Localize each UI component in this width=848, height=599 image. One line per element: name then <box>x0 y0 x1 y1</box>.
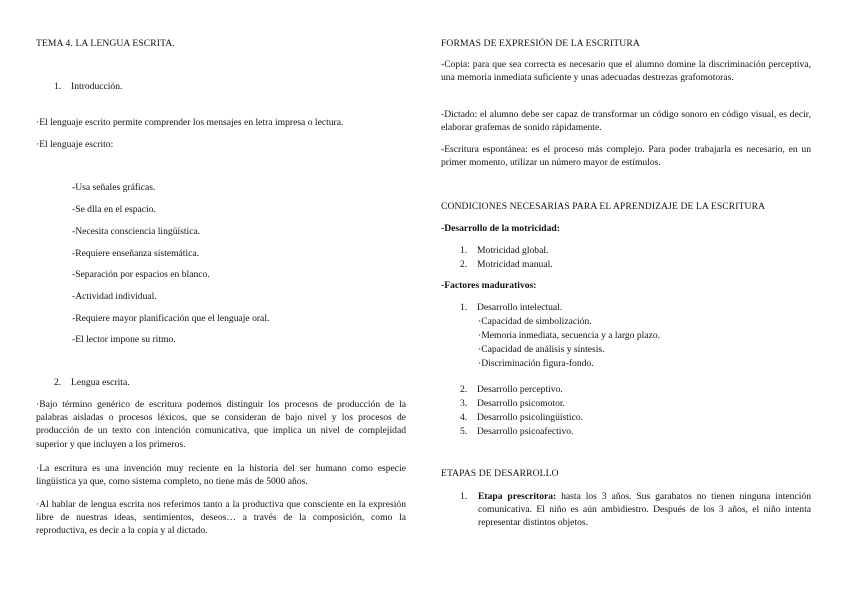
feature-item: -Necesita consciencia lingüística. <box>72 226 201 237</box>
list-number: 3. <box>460 398 468 409</box>
sub-list-item: ·Capacidad de análisis y síntesis. <box>478 344 605 355</box>
list-label: Desarrollo perceptivo. <box>477 384 563 395</box>
list-number: 5. <box>460 426 468 437</box>
intro-paragraph-2: ·El lenguaje escrito: <box>36 139 114 150</box>
section-label: Lengua escrita. <box>71 377 130 388</box>
section-lengua-heading <box>54 376 130 389</box>
list-item <box>460 397 565 410</box>
list-label: Motricidad manual. <box>477 259 553 270</box>
list-label: Desarrollo psicomotor. <box>477 398 565 409</box>
etapas-heading: ETAPAS DE DESARROLLO <box>441 468 559 479</box>
list-label: Desarrollo psicoafectivo. <box>477 426 574 437</box>
section-intro-heading <box>54 80 122 93</box>
feature-item: -El lector impone su ritmo. <box>72 334 176 345</box>
formas-paragraph: -Dictado: el alumno debe ser capaz de transformar un código sonoro en código visual, es decir, elaborar grafemas de sonido rápidamente. <box>441 109 811 134</box>
list-number: 4. <box>460 412 468 423</box>
etapa-item <box>478 490 811 530</box>
feature-item: -Se dlla en el espacio. <box>72 204 156 215</box>
list-item <box>460 383 563 396</box>
body-paragraph: ·La escritura es una invención muy reciente en la historia del ser humano como especie lingüística ya que, como sistema completo, no tiene más de 5000 años. <box>36 463 406 488</box>
page-title: TEMA 4. LA LENGUA ESCRITA. <box>36 38 175 49</box>
list-number: 2. <box>460 384 468 395</box>
formas-paragraph: -Copia: para que sea correcta es necesario que el alumno domine la discriminación perceptiva, una memoria inmediata suficiente y unas adecuadas destrezas grafomotoras. <box>441 59 811 84</box>
list-number: 1. <box>460 245 468 256</box>
feature-item: -Separación por espacios en blanco. <box>72 269 210 280</box>
body-paragraph: ·Bajo término genérico de escritura podemos distinguir los procesos de producción de la palabras aisladas o procesos léxicos, que se consideran de bajo nivel y los procesos de producción de un texto con intención comunicativa, que implica un nivel de complejidad superior y que incluyen a los primeros. <box>36 399 406 450</box>
body-paragraph: ·Al hablar de lengua escrita nos referimos tanto a la productiva que consciente en la expresión libre de nuestras ideas, sentimientos, deseos… a través de la composición, como la reproductiva, es decir a la copia y al dictado. <box>36 499 406 537</box>
motricidad-heading: -Desarrollo de la motricidad: <box>441 223 560 234</box>
feature-item: -Requiere mayor planificación que el lenguaje oral. <box>72 313 270 324</box>
etapa-number: 1. <box>460 491 468 502</box>
condiciones-heading: CONDICIONES NECESARIAS PARA EL APRENDIZAJE DE LA ESCRITURA <box>441 201 766 212</box>
list-item <box>460 258 553 271</box>
formas-paragraph: -Escritura espontánea: es el proceso más complejo. Para poder trabajarla es necesario, en un primer momento, utilizar un número mayor de estímulos. <box>441 144 811 169</box>
etapa-bold-label: Etapa prescritora: <box>478 491 557 502</box>
feature-item: -Actividad individual. <box>72 291 157 302</box>
feature-item: -Usa señales gráficas. <box>72 182 156 193</box>
etapa-text: hasta los 3 años. Sus garabatos no tienen ninguna intención comunicativa. El niño es aún ambidiestro. Después de los 3 años, el niño intenta representar distintos objetos. <box>478 491 811 529</box>
list-label: Motricidad global. <box>477 245 549 256</box>
section-number: 1. <box>54 81 62 92</box>
madurativos-heading: -Factores madurativos: <box>441 280 537 291</box>
list-number: 1. <box>460 302 468 313</box>
list-item <box>460 411 583 424</box>
formas-heading: FORMAS DE EXPRESIÓN DE LA ESCRITURA <box>441 38 640 49</box>
feature-item: -Requiere enseñanza sistemática. <box>72 248 200 259</box>
list-label: Desarrollo psicolingüístico. <box>477 412 584 423</box>
list-number: 2. <box>460 259 468 270</box>
sub-list-item: ·Memoria inmediata, secuencia y a largo plazo. <box>478 330 661 341</box>
sub-list-item: ·Capacidad de simbolización. <box>478 316 592 327</box>
section-label: Introducción. <box>71 81 123 92</box>
section-number: 2. <box>54 377 62 388</box>
list-label: Desarrollo intelectual. <box>477 302 563 313</box>
intro-paragraph-1: ·El lenguaje escrito permite comprender los mensajes en letra impresa o lectura. <box>36 117 344 128</box>
list-item <box>460 301 562 314</box>
list-item <box>460 425 573 438</box>
list-item <box>460 244 548 257</box>
sub-list-item: ·Discriminación figura-fondo. <box>478 358 594 369</box>
